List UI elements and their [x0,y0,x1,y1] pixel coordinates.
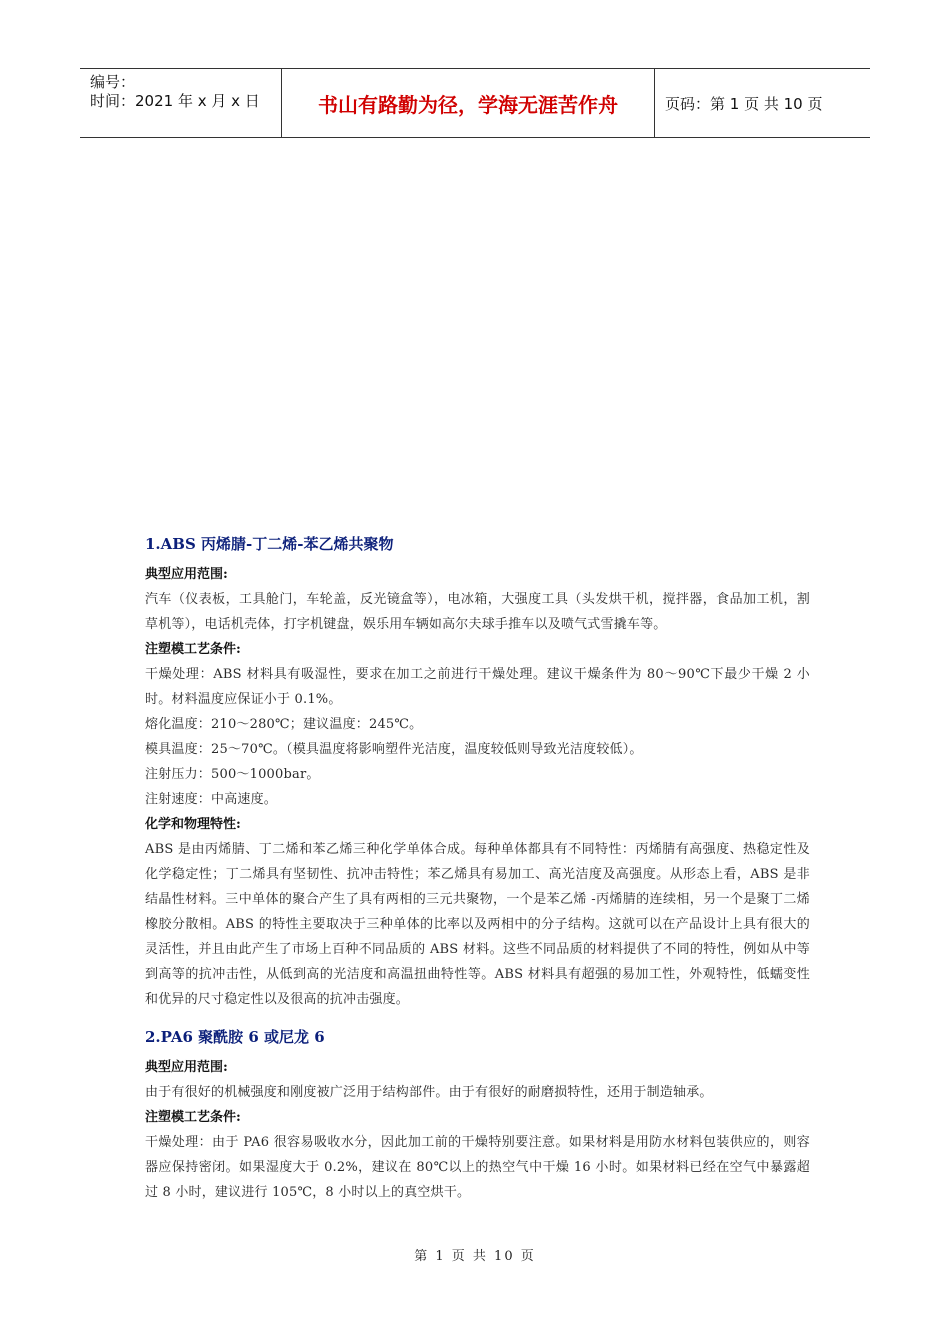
header-divider [654,69,655,137]
page-header [80,68,870,138]
paragraph: 汽车（仪表板，工具舱门，车轮盖，反光镜盒等），电冰箱，大强度工具（头发烘干机，搅拌器，食品加工机，割草机等），电话机壳体，打字机键盘，娱乐用车辆如高尔夫球手推车以及喷气式雪撬车等。 [145,592,810,632]
paragraph: 模具温度：25～70℃。（模具温度将影响塑件光洁度，温度较低则导致光洁度较低）。 [145,742,643,757]
header-motto: 书山有路勤为径，学海无涯苦作舟 [318,92,618,117]
page-footer: 第 1 页 共 10 页 [414,1249,536,1264]
subheading: 注塑模工艺条件: [145,1110,241,1125]
paragraph: 干燥处理：由于 PA6 很容易吸收水分，因此加工前的干燥特别要注意。如果材料是用防水材料包装供应的，则容器应保持密闭。如果湿度大于 0.2%，建议在 80℃以上的热空气中干燥 16 小时。如果材料已经在空气中暴露超过 8 小时，建议进行 105℃，8 小时以上的真空烘干。 [145,1135,810,1200]
document-body [145,533,810,1205]
header-meta [90,73,260,111]
header-page-info: 页码：第 1 页 共 10 页 [665,94,823,113]
section-title: 2.PA6 聚酰胺 6 或尼龙 6 [145,1028,325,1046]
paragraph: 熔化温度：210～280℃；建议温度：245℃。 [145,717,423,732]
subheading: 注塑模工艺条件: [145,642,241,657]
paragraph: 由于有很好的机械强度和刚度被广泛用于结构部件。由于有很好的耐磨损特性，还用于制造轴承。 [145,1085,713,1100]
subheading: 典型应用范围: [145,1060,228,1075]
section-title: 1.ABS 丙烯腈-丁二烯-苯乙烯共聚物 [145,535,394,553]
subheading: 化学和物理特性: [145,817,241,832]
serial-label: 编号： [90,73,136,91]
paragraph: 注射压力：500～1000bar。 [145,767,320,782]
paragraph: ABS 是由丙烯腈、丁二烯和苯乙烯三种化学单体合成。每种单体都具有不同特性：丙烯腈有高强度、热稳定性及化学稳定性；丁二烯具有坚韧性、抗冲击特性；苯乙烯具有易加工、高光洁度及高强度。从形态上看，ABS 是非结晶性材料。三中单体的聚合产生了具有两相的三元共聚物，一个是苯乙烯 -丙烯腈的连续相，另一个是聚丁二烯橡胶分散相。ABS 的特性主要取决于三种单体的比率以及两相中的分子结构。这就可以在产品设计上具有很大的灵活性，并且由此产生了市场上百种不同品质的 ABS 材料。这些不同品质的材料提供了不同的特性，例如从中等到高等的抗冲击性，从低到高的光洁度和高温扭曲特性等。ABS 材料具有超强的易加工性，外观特性，低蠕变性和优异的尺寸稳定性以及很高的抗冲击强度。 [145,842,810,1007]
time-label: 时间：2021 年 x 月 x 日 [90,92,260,110]
paragraph: 干燥处理：ABS 材料具有吸湿性，要求在加工之前进行干燥处理。建议干燥条件为 80～90℃下最少干燥 2 小时。材料温度应保证小于 0.1%。 [145,667,810,707]
paragraph: 注射速度：中高速度。 [145,792,278,807]
subheading: 典型应用范围: [145,567,228,582]
